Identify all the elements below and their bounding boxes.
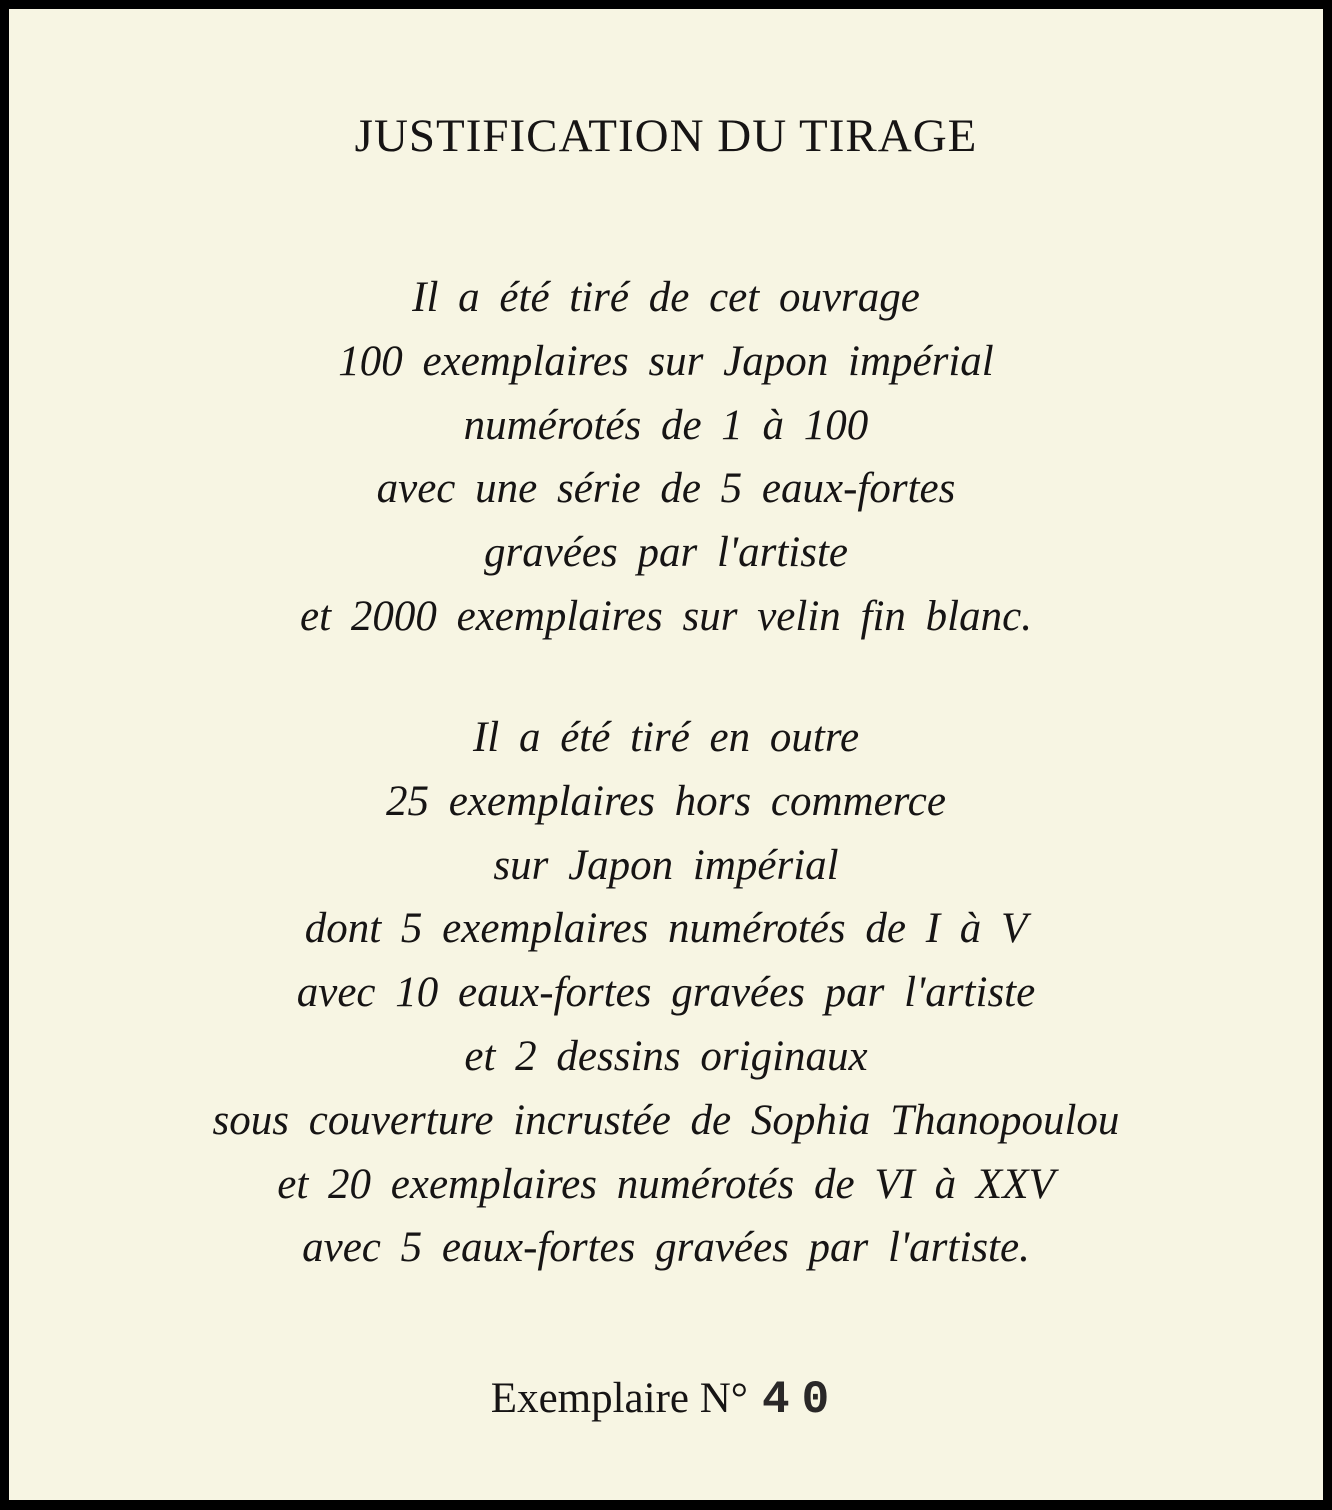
text-line: avec 10 eaux-fortes gravées par l'artiste [296, 969, 1036, 1017]
text-line: 100 exemplaires sur Japon impérial [338, 337, 994, 385]
text-line: et 2000 exemplaires sur velin fin blanc. [300, 592, 1032, 640]
colophon-page [9, 9, 1323, 1500]
print-run-paragraph-2 [9, 706, 1323, 1280]
text-line: sous couverture incrustée de Sophia Thanopoulou [212, 1096, 1120, 1144]
text-line: sur Japon impérial [493, 841, 839, 889]
text-line: avec 5 eaux-fortes gravées par l'artiste. [302, 1224, 1030, 1272]
text-line: gravées par l'artiste [484, 529, 848, 577]
text-line: et 2 dessins originaux [464, 1032, 868, 1080]
text-line: 25 exemplaires hors commerce [386, 777, 946, 825]
print-run-paragraph-1 [9, 266, 1323, 649]
text-line: dont 5 exemplaires numérotés de I à V [304, 905, 1028, 953]
copy-number-label: Exemplaire N° [490, 1375, 748, 1422]
page-title: JUSTIFICATION DU TIRAGE [354, 110, 978, 162]
text-line: Il a été tiré en outre [472, 714, 860, 761]
copy-number-line [9, 1369, 1323, 1430]
copy-number: 40 [761, 1374, 842, 1426]
text-line: numérotés de 1 à 100 [463, 401, 869, 449]
text-line: avec une série de 5 eaux-fortes [376, 465, 956, 513]
text-line: Il a été tiré de cet ouvrage [412, 274, 920, 321]
text-line: et 20 exemplaires numérotés de VI à XXV [277, 1160, 1055, 1208]
